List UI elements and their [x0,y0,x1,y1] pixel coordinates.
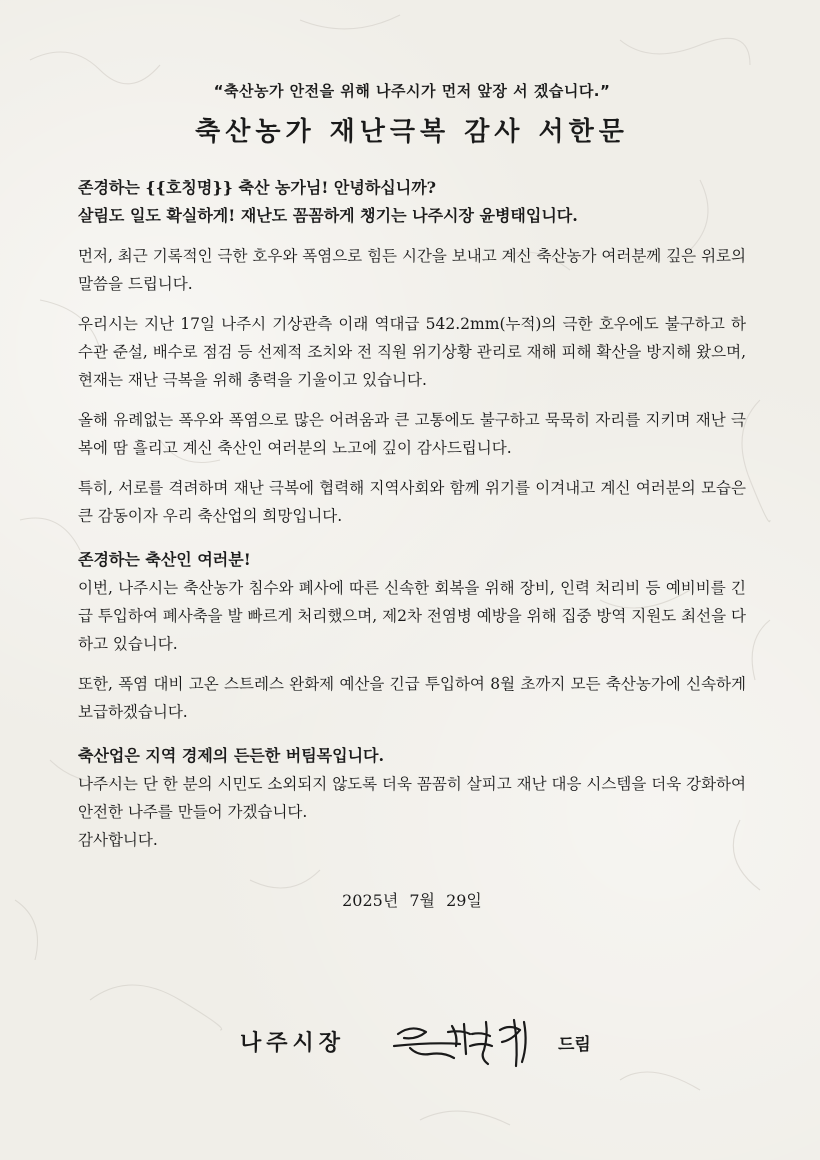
signer-title: 나주시장 [240,1031,346,1056]
paragraph-6: 또한, 폭염 대비 고온 스트레스 완화제 예산을 긴급 투입하여 8월 초까지 모든 축산농가에 신속하게 보급하겠습니다. [78,675,746,721]
greeting-line-1: 존경하는 {{호칭명}} 축산 농가님! 안녕하십니까? [78,178,437,197]
subheading-1: 존경하는 축산인 여러분! [78,550,251,569]
greeting-line-2: 살림도 일도 확실하게! 재난도 꼼꼼하게 챙기는 나주시장 윤병태입니다. [78,206,578,225]
signature-suffix: 드림 [558,1035,591,1055]
paragraph-1: 먼저, 최근 기록적인 극한 호우와 폭염으로 힘든 시간을 보내고 계신 축산농가 여러분께 깊은 위로의 말씀을 드립니다. [78,247,746,293]
paragraph-5: 이번, 나주시는 축산농가 침수와 폐사에 따른 신속한 회복을 위해 장비, 인력 처리비 등 예비비를 긴급 투입하여 폐사축을 발 빠르게 처리했으며, 제2차 전염병 예방을 위해 집중 방역 지원도 최선을 다하고 있습니다. [78,579,746,653]
paragraph-2: 우리시는 지난 17일 나주시 기상관측 이래 역대급 542.2mm(누적)의 극한 호우에도 불구하고 하수관 준설, 배수로 점검 등 선제적 조치와 전 직원 위기상황 관리로 재해 피해 확산을 방지해 왔으며, 현재는 재난 극복을 위해 총력을 기울이고 있습니다. [78,315,746,389]
greeting [78,174,746,230]
paragraph-3: 올해 유례없는 폭우와 폭염으로 많은 어려움과 큰 고통에도 불구하고 묵묵히 자리를 지키며 재난 극복에 땀 흘리고 계신 축산인 여러분의 노고에 깊이 감사드립니다. [78,411,746,457]
handwritten-signature [390,1012,550,1072]
paragraph-4: 특히, 서로를 격려하며 재난 극복에 협력해 지역사회와 함께 위기를 이겨내고 계신 여러분의 모습은 큰 감동이자 우리 축산업의 희망입니다. [78,479,746,525]
subheading-2: 축산업은 지역 경제의 든든한 버팀목입니다. [78,746,385,765]
signature-block [240,1012,640,1072]
paragraph-7: 나주시는 단 한 분의 시민도 소외되지 않도록 더욱 꼼꼼히 살피고 재난 대응 시스템을 더욱 강화하여 안전한 나주를 만들어 가겠습니다. [78,775,746,821]
letter-body [78,80,746,911]
letter-date: 2025년 7월 29일 [342,891,482,910]
letter-title: 축산농가 재난극복 감사 서한문 [195,117,629,147]
closing: 감사합니다. [78,831,158,849]
slogan: “축산농가 안전을 위해 나주시가 먼저 앞장 서 겠습니다.” [213,82,611,100]
